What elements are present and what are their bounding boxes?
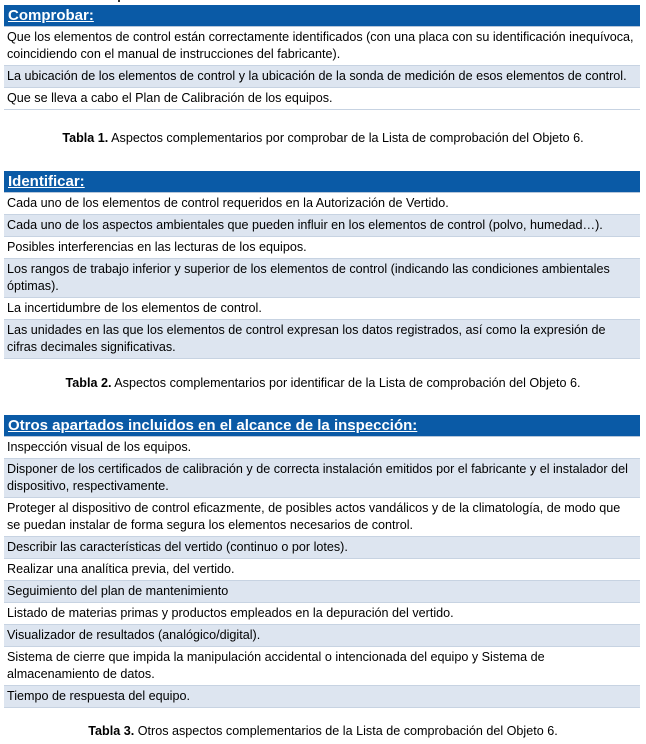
table-header: Identificar: [4, 171, 640, 193]
table-caption [0, 724, 646, 738]
caption-text: Otros aspectos complementarios de la Lista de comprobación del Objeto 6. [134, 724, 558, 738]
table-row: Posibles interferencias en las lecturas de los equipos. [4, 237, 640, 259]
table-header: Otros apartados incluidos en el alcance de la inspección: [4, 415, 640, 437]
table-row: Sistema de cierre que impida la manipulación accidental o intencionada del equipo y Sistema de almacenamiento de datos. [4, 647, 640, 686]
table-header: Comprobar: [4, 5, 640, 27]
caption-text: Aspectos complementarios por comprobar de la Lista de comprobación del Objeto 6. [108, 131, 584, 145]
table-caption [0, 376, 646, 390]
table-row: Las unidades en las que los elementos de control expresan los datos registrados, así como la expresión de cifras decimales significativas. [4, 320, 640, 359]
table-row: Cada uno de los aspectos ambientales que pueden influir en los elementos de control (polvo, humedad…). [4, 215, 640, 237]
table-row: Inspección visual de los equipos. [4, 437, 640, 459]
caption-label: Tabla 1. [62, 131, 109, 145]
table-row: Realizar una analítica previa, del vertido. [4, 559, 640, 581]
caption-label: Tabla 2. [65, 376, 112, 390]
table-row: Cada uno de los elementos de control requeridos en la Autorización de Vertido. [4, 193, 640, 215]
table-row: Disponer de los certificados de calibración y de correcta instalación emitidos por el fabricante y el instalador del dispositivo, respectivamente. [4, 459, 640, 498]
table-row: Que se lleva a cabo el Plan de Calibración de los equipos. [4, 88, 640, 110]
caption-text: Aspectos complementarios por identificar de la Lista de comprobación del Objeto 6. [111, 376, 581, 390]
table-row: Listado de materias primas y productos empleados en la depuración del vertido. [4, 603, 640, 625]
page-top-edge [0, 0, 646, 4]
table-row: La ubicación de los elementos de control y la ubicación de la sonda de medición de esos elementos de control. [4, 66, 640, 88]
cut-mark [118, 0, 120, 2]
table-row: Visualizador de resultados (analógico/digital). [4, 625, 640, 647]
table-caption [0, 131, 646, 145]
caption-label: Tabla 3. [88, 724, 135, 738]
table-row: Proteger al dispositivo de control eficazmente, de posibles actos vandálicos y de la climatología, de modo que se puedan instalar de forma segura los elementos necesarios de control. [4, 498, 640, 537]
table-row: Describir las características del vertido (continuo o por lotes). [4, 537, 640, 559]
table-otros-apartados [4, 415, 640, 708]
table-row: Seguimiento del plan de mantenimiento [4, 581, 640, 603]
table-identificar [4, 171, 640, 359]
table-row: Que los elementos de control están correctamente identificados (con una placa con su identificación inequívoca, coincidiendo con el manual de instrucciones del fabricante). [4, 27, 640, 66]
table-row: La incertidumbre de los elementos de control. [4, 298, 640, 320]
table-row: Tiempo de respuesta del equipo. [4, 686, 640, 708]
table-comprobar [4, 5, 640, 110]
table-row: Los rangos de trabajo inferior y superior de los elementos de control (indicando las condiciones ambientales óptimas). [4, 259, 640, 298]
